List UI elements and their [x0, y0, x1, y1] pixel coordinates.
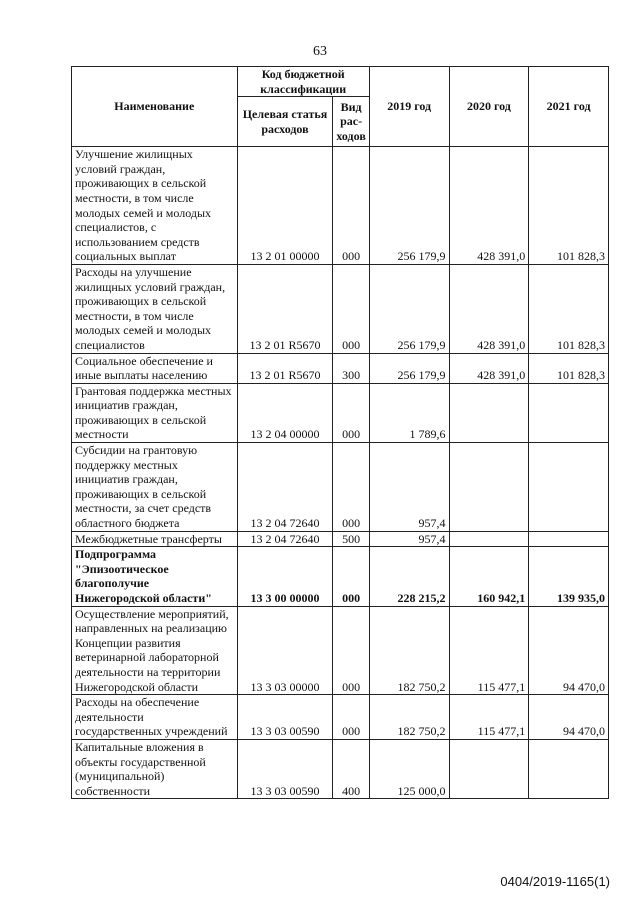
- row-code: 13 3 00 00000: [237, 547, 333, 606]
- row-2021: [529, 443, 609, 532]
- row-2021: 101 828,3: [529, 147, 609, 265]
- row-code: 13 2 04 72640: [237, 531, 333, 547]
- row-2021: 139 935,0: [529, 547, 609, 606]
- table-row: [72, 353, 609, 383]
- row-2021: 101 828,3: [529, 264, 609, 353]
- row-2019: 957,4: [369, 531, 449, 547]
- row-code: 13 2 04 72640: [237, 443, 333, 532]
- header-code-group: Код бюджетной классификации: [237, 67, 369, 97]
- row-code: 13 2 01 00000: [237, 147, 333, 265]
- row-2020: 115 477,1: [449, 695, 529, 740]
- row-kind: 000: [333, 606, 369, 695]
- row-2020: 115 477,1: [449, 606, 529, 695]
- row-name: Расходы на улучшение жилищных условий граждан, проживающих в сельской местности, в том числе молодых семей и молодых специалистов: [72, 264, 238, 353]
- row-2021: 94 470,0: [529, 695, 609, 740]
- row-2019: 256 179,9: [369, 353, 449, 383]
- row-name: Подпрограмма "Эпизоотическое благополучие Нижегородской области": [72, 547, 238, 606]
- row-kind: 000: [333, 383, 369, 442]
- row-2020: 160 942,1: [449, 547, 529, 606]
- row-kind: 000: [333, 547, 369, 606]
- row-code: 13 2 01 R5670: [237, 264, 333, 353]
- row-2019: 256 179,9: [369, 147, 449, 265]
- row-2021: [529, 739, 609, 798]
- document-code: 0404/2019-1165(1): [500, 874, 610, 889]
- table-body: [72, 147, 609, 799]
- row-2021: [529, 383, 609, 442]
- table-row: [72, 383, 609, 442]
- row-name: Улучшение жилищных условий граждан, проживающих в сельской местности, в том числе молодых семей и молодых специалистов, с использованием средств социальных выплат: [72, 147, 238, 265]
- row-name: Межбюджетные трансферты: [72, 531, 238, 547]
- header-name: Наименование: [72, 67, 238, 147]
- row-code: 13 2 04 00000: [237, 383, 333, 442]
- page-number: 63: [313, 44, 327, 59]
- header-2019: 2019 год: [369, 67, 449, 147]
- row-2019: 182 750,2: [369, 606, 449, 695]
- row-2020: [449, 443, 529, 532]
- table-row: [72, 443, 609, 532]
- row-2020: 428 391,0: [449, 147, 529, 265]
- row-name: Расходы на обеспечение деятельности государственных учреждений: [72, 695, 238, 740]
- table-row: [72, 147, 609, 265]
- header-2020: 2020 год: [449, 67, 529, 147]
- row-2019: 256 179,9: [369, 264, 449, 353]
- row-2019: 1 789,6: [369, 383, 449, 442]
- budget-table: [71, 66, 609, 799]
- table-row: [72, 606, 609, 695]
- header-2021: 2021 год: [529, 67, 609, 147]
- row-kind: 300: [333, 353, 369, 383]
- row-2019: 125 000,0: [369, 739, 449, 798]
- row-kind: 000: [333, 443, 369, 532]
- table-row: [72, 531, 609, 547]
- row-kind: 000: [333, 695, 369, 740]
- row-2021: 101 828,3: [529, 353, 609, 383]
- row-code: 13 3 03 00000: [237, 606, 333, 695]
- row-2019: 182 750,2: [369, 695, 449, 740]
- row-name: Субсидии на грантовую поддержку местных инициатив граждан, проживающих в сельской местности, за счет средств областного бюджета: [72, 443, 238, 532]
- row-name: Осуществление мероприятий, направленных на реализацию Концепции развития ветеринарной лабораторной деятельности на территории Нижегородской области: [72, 606, 238, 695]
- row-2019: 228 215,2: [369, 547, 449, 606]
- table-row: [72, 739, 609, 798]
- header-kind: Вид рас-ходов: [333, 97, 369, 147]
- header-code: Целевая статья расходов: [237, 97, 333, 147]
- row-2020: 428 391,0: [449, 264, 529, 353]
- row-kind: 400: [333, 739, 369, 798]
- row-2020: [449, 739, 529, 798]
- row-2021: 94 470,0: [529, 606, 609, 695]
- row-name: Грантовая поддержка местных инициатив граждан, проживающих в сельской местности: [72, 383, 238, 442]
- row-2021: [529, 531, 609, 547]
- row-name: Капитальные вложения в объекты государственной (муниципальной) собственности: [72, 739, 238, 798]
- row-2020: [449, 383, 529, 442]
- row-name: Социальное обеспечение и иные выплаты населению: [72, 353, 238, 383]
- row-code: 13 2 01 R5670: [237, 353, 333, 383]
- row-code: 13 3 03 00590: [237, 695, 333, 740]
- table-row: [72, 695, 609, 740]
- row-code: 13 3 03 00590: [237, 739, 333, 798]
- row-2020: 428 391,0: [449, 353, 529, 383]
- row-kind: 500: [333, 531, 369, 547]
- row-2019: 957,4: [369, 443, 449, 532]
- row-kind: 000: [333, 147, 369, 265]
- table-row: [72, 547, 609, 606]
- row-kind: 000: [333, 264, 369, 353]
- table-row: [72, 264, 609, 353]
- row-2020: [449, 531, 529, 547]
